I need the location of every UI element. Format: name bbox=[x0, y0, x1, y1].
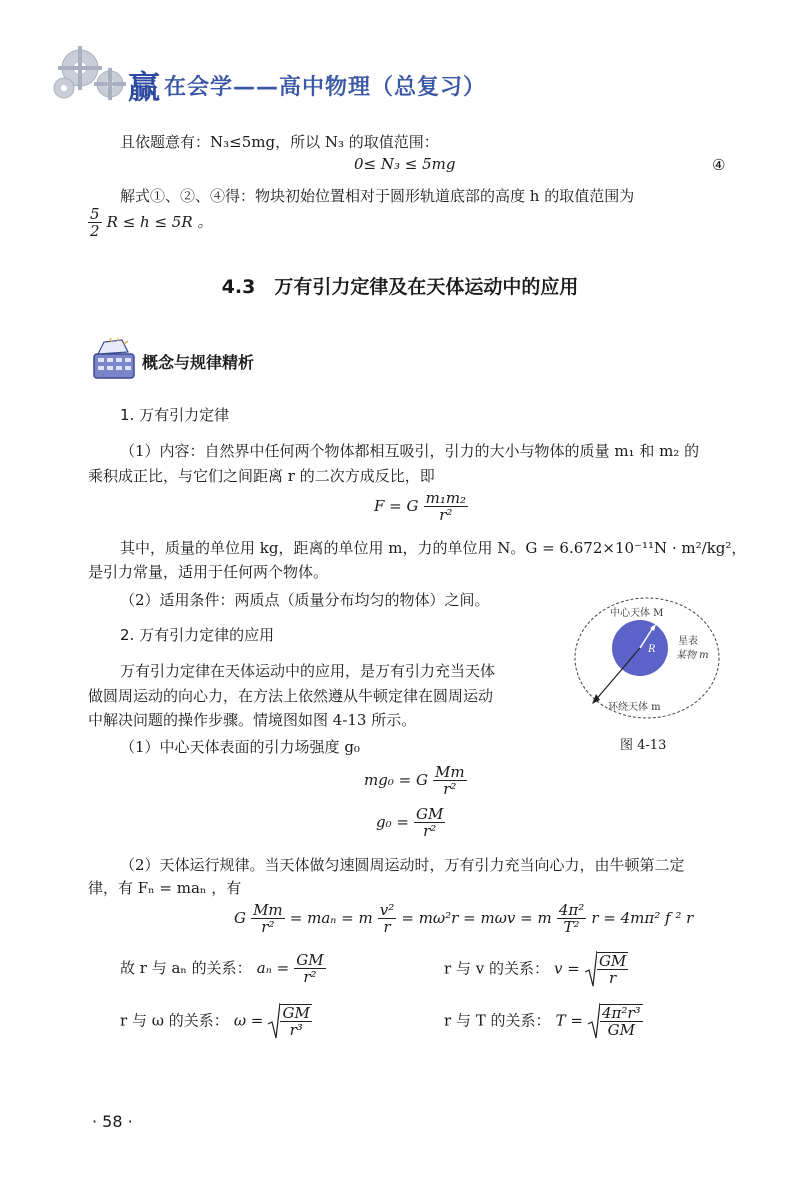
s2-eq1 bbox=[364, 764, 467, 797]
big-f3-n: 4π² bbox=[558, 901, 585, 919]
big-eq-tail: r = 4mπ² f ² r bbox=[591, 909, 694, 927]
big-eq-frac2 bbox=[378, 902, 397, 935]
rel1-den: r² bbox=[303, 968, 317, 986]
s2-big-eq bbox=[234, 902, 693, 935]
s2-p3a: （2）天体运行规律。当天体做匀速圆周运动时，万有引力充当向心力，由牛顿第二定 bbox=[120, 856, 685, 874]
radical-icon bbox=[268, 1002, 280, 1040]
frac-den: 2 bbox=[90, 222, 100, 240]
top-line1: 且依题意有：N₃≤5mg，所以 N₃ 的取值范围： bbox=[120, 133, 439, 151]
s1-eq-frac bbox=[424, 490, 468, 523]
s2-eq2-lhs: g₀ = bbox=[376, 813, 409, 831]
big-f1-n: Mm bbox=[253, 901, 283, 919]
big-f3-d: T² bbox=[563, 918, 580, 936]
rel1-label: 故 r 与 aₙ 的关系： bbox=[120, 959, 252, 977]
rel4-den: GM bbox=[607, 1021, 635, 1039]
top-eq-num: ④ bbox=[712, 156, 726, 174]
s2-eq2-frac bbox=[414, 806, 445, 839]
rel2-frac bbox=[597, 952, 628, 986]
radical-icon bbox=[585, 950, 597, 988]
top-fraction bbox=[88, 206, 102, 239]
s2-heading: 2. 万有引力定律的应用 bbox=[120, 626, 275, 644]
rel3-num: GM bbox=[282, 1004, 310, 1022]
s1-p1a: （1）内容：自然界中任何两个物体都相互吸引，引力的大小与物体的质量 m₁ 和 m₂ 的 bbox=[120, 442, 700, 460]
radical-icon bbox=[588, 1002, 600, 1040]
rel1-num: GM bbox=[296, 951, 324, 969]
fig-label-surface1: 星表 bbox=[678, 636, 698, 647]
rel3-frac bbox=[280, 1004, 311, 1038]
frac-num: 5 bbox=[90, 205, 100, 223]
rel4-frac bbox=[600, 1004, 643, 1038]
s2-p1c: 中解决问题的操作步骤。情境图如图 4-13 所示。 bbox=[88, 711, 417, 729]
header-logo-char: 赢 bbox=[128, 68, 161, 106]
fig-label-R: R bbox=[648, 644, 656, 655]
fig-label-center: 中心天体 M bbox=[610, 608, 664, 619]
box-title: 概念与规律精析 bbox=[142, 353, 255, 372]
header-title: 在会学——高中物理（总复习） bbox=[164, 75, 487, 100]
s2-eq1-num: Mm bbox=[435, 763, 465, 781]
fig-label-orbit: 环绕天体 m bbox=[608, 702, 661, 713]
s2-eq1-lhs: mg₀ = G bbox=[364, 771, 428, 789]
rel2-num: GM bbox=[598, 952, 627, 970]
rel4-label: r 与 T 的关系： bbox=[444, 1011, 551, 1030]
big-eq-frac3 bbox=[557, 902, 586, 935]
s2-p2: （1）中心天体表面的引力场强度 g₀ bbox=[120, 738, 360, 756]
rel3-den: r³ bbox=[289, 1021, 303, 1039]
top-range bbox=[88, 206, 212, 239]
rel4-sqrt bbox=[588, 1002, 643, 1040]
figure-4-13 bbox=[572, 594, 722, 724]
rel2-lhs: v = bbox=[554, 959, 580, 978]
s1-eq-num: m₁m₂ bbox=[425, 489, 467, 507]
rel1-frac bbox=[294, 952, 325, 985]
big-eq-mid1: = maₙ = m bbox=[289, 909, 373, 927]
s1-p2b: 是引力常量，适用于任何两个物体。 bbox=[88, 563, 329, 581]
s2-eq2-den: r² bbox=[423, 822, 437, 840]
s2-p1a: 万有引力定律在天体运动中的应用，是万有引力充当天体 bbox=[120, 662, 496, 680]
rel2-sqrt bbox=[585, 950, 628, 988]
rel1 bbox=[120, 952, 326, 985]
book-calculator-icon bbox=[88, 338, 140, 382]
s1-p2a: 其中，质量的单位用 kg，距离的单位用 m，力的单位用 N。G = 6.672×10⁻¹¹N · m²/kg²， bbox=[120, 539, 747, 557]
rel4-lhs: T = bbox=[555, 1011, 583, 1030]
page-number: · 58 · bbox=[92, 1112, 133, 1131]
s1-eq-lhs: F = G bbox=[374, 497, 419, 515]
rel2-den: r bbox=[609, 969, 617, 987]
big-f2-n: v² bbox=[379, 901, 395, 919]
rel3-lhs: ω = bbox=[233, 1011, 264, 1030]
big-f2-d: r bbox=[383, 918, 391, 936]
big-eq-frac1 bbox=[251, 902, 285, 935]
top-range-tail: R ≤ h ≤ 5R 。 bbox=[106, 213, 213, 231]
rel2 bbox=[444, 950, 628, 988]
s1-heading: 1. 万有引力定律 bbox=[120, 406, 230, 424]
rel3-label: r 与 ω 的关系： bbox=[120, 1011, 229, 1030]
big-f1-d: r² bbox=[261, 918, 275, 936]
s1-p1b: 乘积成正比，与它们之间距离 r 的二次方成反比，即 bbox=[88, 467, 435, 485]
top-eq-center: 0≤ N₃ ≤ 5mg bbox=[354, 155, 456, 173]
s1-eq bbox=[374, 490, 468, 523]
s2-eq2-num: GM bbox=[416, 805, 444, 823]
s2-eq2 bbox=[376, 806, 445, 839]
fig-label-surface2: 某物 m bbox=[676, 650, 709, 661]
figure-caption: 图 4-13 bbox=[620, 738, 667, 753]
rel3 bbox=[120, 1002, 312, 1040]
rel4 bbox=[444, 1002, 643, 1040]
s1-eq-den: r² bbox=[439, 506, 453, 524]
s2-eq1-frac bbox=[433, 764, 467, 797]
rel3-sqrt bbox=[268, 1002, 311, 1040]
rel1-lhs: aₙ = bbox=[256, 959, 290, 977]
rel4-num: 4π²r³ bbox=[602, 1004, 641, 1022]
big-eq-mid2: = mω²r = mωv = m bbox=[401, 909, 552, 927]
s2-p3b: 律，有 Fₙ = maₙ ，有 bbox=[88, 879, 242, 897]
s2-eq1-den: r² bbox=[443, 780, 457, 798]
s1-p3: （2）适用条件：两质点（质量分布均匀的物体）之间。 bbox=[120, 591, 490, 609]
big-eq-g: G bbox=[234, 909, 246, 927]
header bbox=[30, 40, 790, 110]
top-line3: 解式①、②、④得：物块初始位置相对于圆形轨道底部的高度 h 的取值范围为 bbox=[120, 187, 635, 205]
rel2-label: r 与 v 的关系： bbox=[444, 959, 549, 978]
s2-p1b: 做圆周运动的向心力，在方法上依然遵从牛顿定律在圆周运动 bbox=[88, 687, 494, 705]
section-title: 4.3 万有引力定律及在天体运动中的应用 bbox=[221, 276, 579, 298]
